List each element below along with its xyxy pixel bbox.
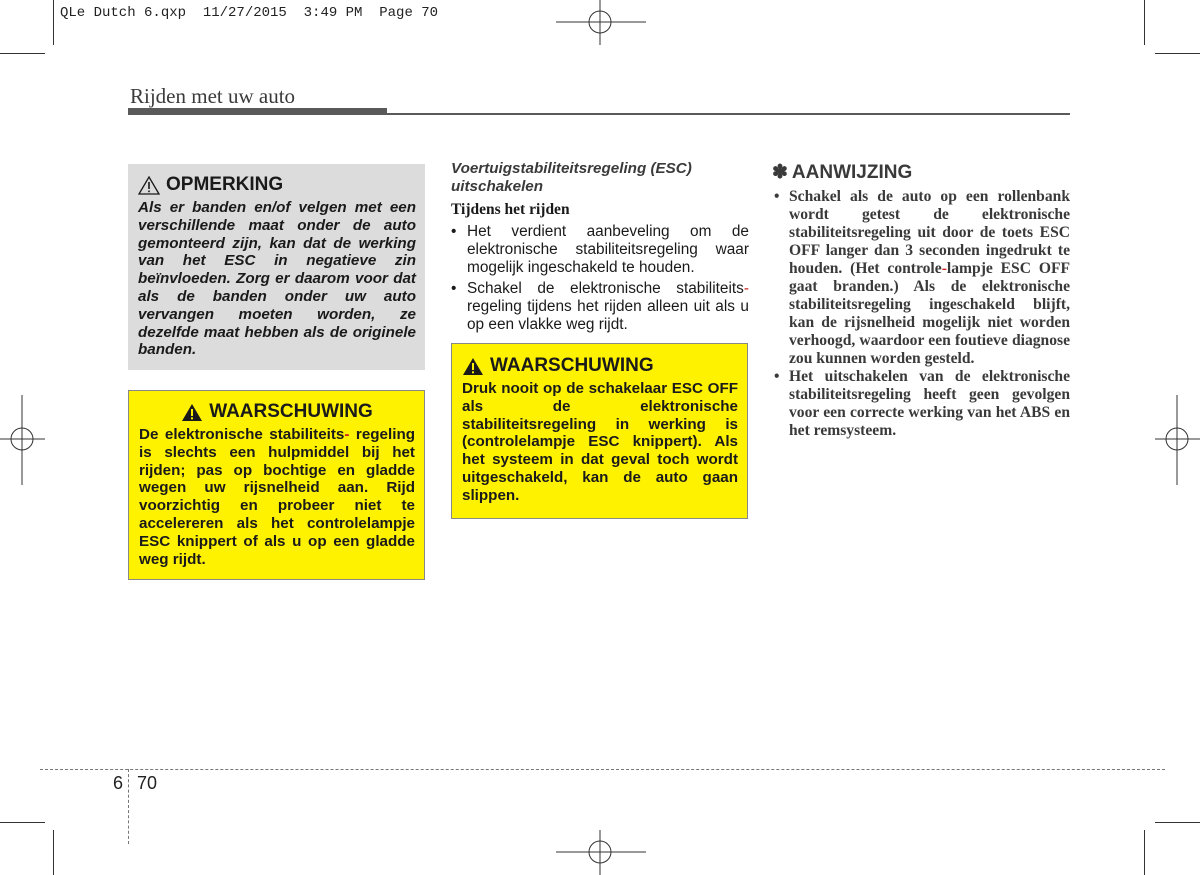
- bullet-text: Schakel de elektronische stabiliteits: [467, 279, 744, 297]
- warning-middle-heading: [462, 355, 738, 377]
- warning-middle-heading-label: WAARSCHUWING: [490, 355, 654, 376]
- warning-left-text: [139, 426, 415, 568]
- hint-list: [772, 188, 1070, 440]
- bullet-text: Het verdient aanbeveling om de elektronische stabiliteitsregeling waar mogelijk ingeschakeld te houden.: [467, 223, 749, 277]
- hint-heading: [772, 161, 1070, 184]
- note-heading: [138, 174, 416, 196]
- registration-mark-bottom: [556, 830, 646, 875]
- crop-mark: [1155, 53, 1200, 54]
- footer-rule: [40, 769, 1165, 770]
- hyphen-mark: -: [743, 279, 749, 297]
- section-title: Rijden met uw auto: [130, 84, 296, 108]
- list-item: [772, 188, 1070, 368]
- bullet-list: [451, 223, 749, 334]
- note-text: Als er banden en/of velgen met een verschillende maat onder de auto gemonteerd zijn, kan dat de werking van het ESC in negatieve zin beïnvloeden. Zorg er daarom voor dat als de banden onder uw auto vervangen moeten worden, ze dezelfde maat hebben als de originele banden.: [138, 199, 416, 359]
- crop-mark: [1144, 830, 1145, 875]
- crop-mark: [53, 830, 54, 875]
- print-slug-line: QLe Dutch 6.qxp 11/27/2015 3:49 PM Page 70: [60, 5, 439, 21]
- crop-mark: [1155, 822, 1200, 823]
- bullet-text-rest: regeling tijdens het rijden alleen uit als u op een vlakke weg rijdt.: [467, 297, 749, 334]
- middle-column: [451, 160, 749, 336]
- hyphen-mark: -: [941, 260, 947, 277]
- bullet-mark: •: [774, 188, 780, 205]
- bullet-mark: •: [774, 368, 780, 385]
- hint-text-b: lampje ESC OFF gaat branden.) Als de elektronische stabiliteitsregeling ingeschakeld blijft, kan de rijsnelheid mogelijk niet worden verhoogd, waardoor een foutieve diagnose zou kunnen worden gesteld.: [789, 260, 1070, 367]
- header-rule-thick: [128, 108, 387, 115]
- hyphen-mark: -: [344, 426, 350, 443]
- header-rule-thin: [387, 113, 1070, 115]
- asterisk-icon: ✽: [772, 162, 788, 183]
- hint-text-a: Schakel als de auto op een rollenbank wordt getest de elektronische stabiliteitsregeling uit door de toets ESC OFF langer dan 3 seconden ingedrukt te houden. (Het controle: [789, 188, 1070, 277]
- caution-triangle-icon: [138, 176, 160, 195]
- list-item: [451, 280, 749, 335]
- warning-left-heading: [139, 401, 415, 423]
- registration-mark-top: [556, 0, 646, 45]
- registration-mark-left: [0, 395, 45, 485]
- driving-subheading: Tijdens het rijden: [451, 201, 570, 218]
- warning-triangle-icon: [462, 357, 484, 376]
- esc-subtitle: Voertuigstabiliteitsregeling (ESC) uitschakelen: [451, 160, 692, 195]
- note-heading-label: OPMERKING: [166, 174, 284, 195]
- list-item: [451, 223, 749, 278]
- warning-box-middle: [451, 343, 748, 519]
- warning-left-text-a: De elektronische stabiliteits: [139, 426, 345, 443]
- warning-box-left: [128, 390, 425, 580]
- hint-text-2: Het uitschakelen van de elektronische stabiliteitsregeling heeft geen gevolgen voor een correcte werking van het ABS en het remsysteem.: [789, 368, 1070, 439]
- registration-mark-right: [1155, 395, 1200, 485]
- hint-column: [772, 161, 1070, 440]
- crop-mark: [0, 53, 45, 54]
- chapter-number: 6: [113, 773, 124, 793]
- list-item: [772, 368, 1070, 440]
- bullet-mark: •: [451, 223, 457, 240]
- crop-mark: [53, 0, 54, 45]
- hint-heading-label: AANWIJZING: [791, 161, 913, 183]
- warning-middle-text: Druk nooit op de schakelaar ESC OFF als de elektronische stabiliteitsregeling in werking is (controlelampje ESC knippert). Als het systeem in dat geval toch wordt uitgeschakeld, kan de auto gaan slippen.: [462, 380, 738, 504]
- page-number-value: 70: [137, 773, 158, 793]
- bullet-mark: •: [451, 279, 457, 297]
- warning-left-text-b: regeling is slechts een hulpmiddel bij het rijden; pas op bochtige en gladde wegen uw rijsnelheid aan. Rijd voorzichtig en probeer niet te accelereren als het controlelampje ESC knippert of als u op een gladde weg rijdt.: [139, 426, 415, 568]
- warning-left-heading-label: WAARSCHUWING: [209, 401, 373, 422]
- crop-mark: [1144, 0, 1145, 45]
- crop-mark: [0, 822, 45, 823]
- note-box: [128, 164, 425, 370]
- warning-triangle-icon: [181, 403, 203, 422]
- page-number: [113, 773, 157, 794]
